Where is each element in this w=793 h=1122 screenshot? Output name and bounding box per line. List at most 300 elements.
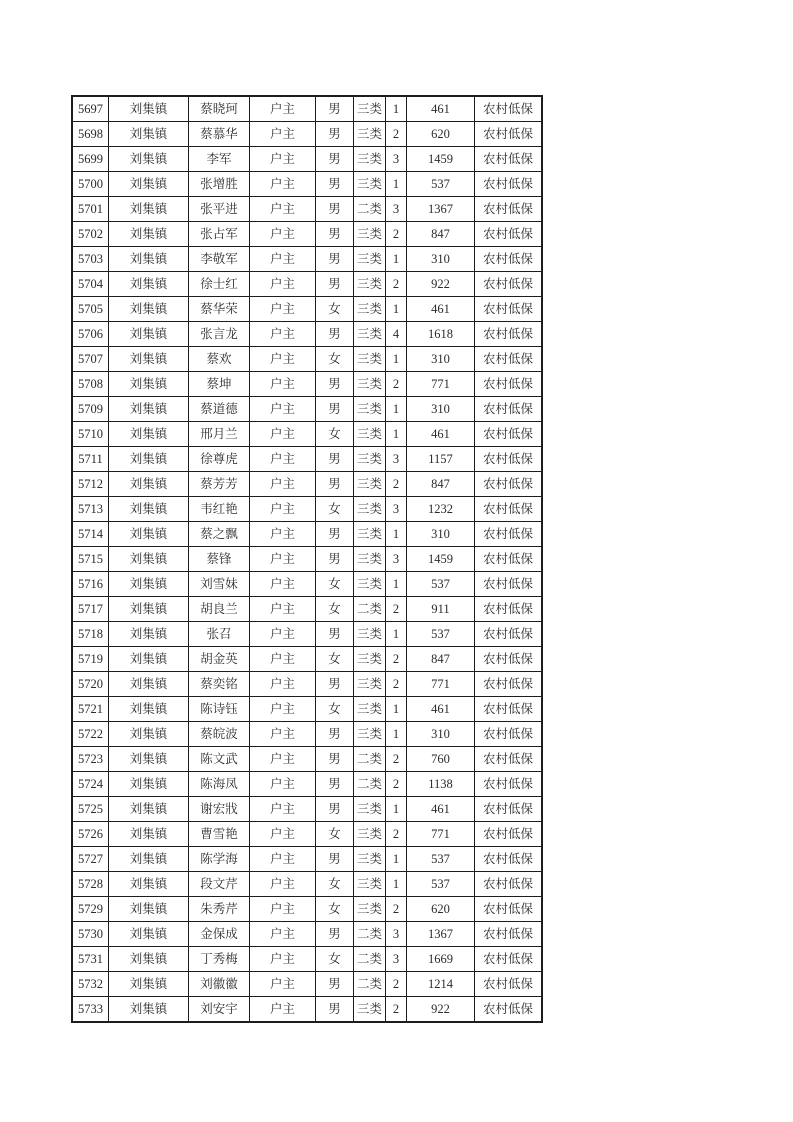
table-cell: 户主	[250, 497, 316, 522]
table-cell: 2	[386, 122, 407, 147]
table-cell: 男	[316, 797, 354, 822]
table-row	[72, 497, 542, 522]
table-cell: 1	[386, 697, 407, 722]
table-row	[72, 422, 542, 447]
table-cell: 农村低保	[475, 647, 543, 672]
table-cell: 1367	[407, 197, 475, 222]
table-cell: 段文芹	[189, 872, 250, 897]
table-cell: 刘集镇	[109, 96, 189, 122]
table-cell: 刘集镇	[109, 347, 189, 372]
table-cell: 农村低保	[475, 947, 543, 972]
table-cell: 农村低保	[475, 747, 543, 772]
table-cell: 农村低保	[475, 147, 543, 172]
table-cell: 461	[407, 697, 475, 722]
table-cell: 1367	[407, 922, 475, 947]
table-cell: 户主	[250, 797, 316, 822]
table-row	[72, 997, 542, 1023]
table-cell: 男	[316, 322, 354, 347]
table-cell: 男	[316, 772, 354, 797]
table-cell: 1214	[407, 972, 475, 997]
table-cell: 三类	[354, 547, 386, 572]
table-cell: 三类	[354, 447, 386, 472]
table-cell: 农村低保	[475, 847, 543, 872]
table-cell: 户主	[250, 297, 316, 322]
table-cell: 5728	[72, 872, 109, 897]
table-cell: 男	[316, 197, 354, 222]
table-cell: 3	[386, 947, 407, 972]
table-cell: 刘集镇	[109, 272, 189, 297]
table-cell: 1	[386, 347, 407, 372]
table-cell: 女	[316, 597, 354, 622]
table-cell: 310	[407, 522, 475, 547]
table-row	[72, 947, 542, 972]
table-row	[72, 347, 542, 372]
table-cell: 户主	[250, 447, 316, 472]
table-cell: 5711	[72, 447, 109, 472]
table-cell: 男	[316, 247, 354, 272]
table-cell: 女	[316, 497, 354, 522]
table-cell: 5717	[72, 597, 109, 622]
table-cell: 男	[316, 172, 354, 197]
table-cell: 李军	[189, 147, 250, 172]
table-cell: 三类	[354, 272, 386, 297]
table-cell: 461	[407, 422, 475, 447]
table-cell: 5731	[72, 947, 109, 972]
table-cell: 461	[407, 96, 475, 122]
table-row	[72, 322, 542, 347]
table-cell: 刘集镇	[109, 647, 189, 672]
table-cell: 户主	[250, 472, 316, 497]
table-row	[72, 447, 542, 472]
table-cell: 771	[407, 672, 475, 697]
table-cell: 农村低保	[475, 872, 543, 897]
table-cell: 农村低保	[475, 197, 543, 222]
table-cell: 1157	[407, 447, 475, 472]
table-row	[72, 572, 542, 597]
table-cell: 张平进	[189, 197, 250, 222]
table-cell: 女	[316, 897, 354, 922]
table-cell: 刘集镇	[109, 672, 189, 697]
table-cell: 5706	[72, 322, 109, 347]
table-cell: 3	[386, 447, 407, 472]
table-cell: 女	[316, 647, 354, 672]
table-cell: 男	[316, 847, 354, 872]
table-cell: 5698	[72, 122, 109, 147]
table-cell: 农村低保	[475, 222, 543, 247]
benefits-table-body	[72, 96, 542, 1022]
table-cell: 1618	[407, 322, 475, 347]
table-cell: 农村低保	[475, 522, 543, 547]
table-cell: 男	[316, 397, 354, 422]
table-cell: 1	[386, 872, 407, 897]
table-cell: 三类	[354, 672, 386, 697]
table-cell: 三类	[354, 322, 386, 347]
table-cell: 刘集镇	[109, 772, 189, 797]
table-cell: 三类	[354, 247, 386, 272]
table-cell: 3	[386, 922, 407, 947]
table-cell: 刘集镇	[109, 972, 189, 997]
table-cell: 3	[386, 197, 407, 222]
table-cell: 5733	[72, 997, 109, 1023]
table-cell: 三类	[354, 122, 386, 147]
table-cell: 陈诗钰	[189, 697, 250, 722]
table-cell: 5722	[72, 722, 109, 747]
benefits-table	[71, 95, 543, 1023]
table-cell: 刘集镇	[109, 572, 189, 597]
table-cell: 三类	[354, 897, 386, 922]
table-cell: 户主	[250, 747, 316, 772]
table-cell: 5701	[72, 197, 109, 222]
table-cell: 5727	[72, 847, 109, 872]
table-cell: 男	[316, 547, 354, 572]
table-cell: 男	[316, 672, 354, 697]
table-cell: 蔡坤	[189, 372, 250, 397]
table-cell: 农村低保	[475, 247, 543, 272]
table-cell: 1	[386, 96, 407, 122]
table-cell: 女	[316, 347, 354, 372]
table-cell: 胡金英	[189, 647, 250, 672]
table-row	[72, 597, 542, 622]
table-cell: 三类	[354, 422, 386, 447]
table-cell: 户主	[250, 972, 316, 997]
table-cell: 邢月兰	[189, 422, 250, 447]
table-cell: 徐尊虎	[189, 447, 250, 472]
table-cell: 刘集镇	[109, 472, 189, 497]
table-row	[72, 697, 542, 722]
table-cell: 2	[386, 597, 407, 622]
table-cell: 刘集镇	[109, 222, 189, 247]
table-cell: 三类	[354, 147, 386, 172]
table-row	[72, 247, 542, 272]
table-row	[72, 847, 542, 872]
table-cell: 1	[386, 422, 407, 447]
table-cell: 农村低保	[475, 997, 543, 1023]
table-cell: 刘集镇	[109, 697, 189, 722]
table-cell: 1459	[407, 547, 475, 572]
table-cell: 2	[386, 972, 407, 997]
table-cell: 男	[316, 522, 354, 547]
table-cell: 二类	[354, 597, 386, 622]
table-cell: 2	[386, 372, 407, 397]
table-cell: 农村低保	[475, 697, 543, 722]
table-row	[72, 672, 542, 697]
table-cell: 农村低保	[475, 96, 543, 122]
table-cell: 2	[386, 222, 407, 247]
table-cell: 三类	[354, 347, 386, 372]
table-row	[72, 397, 542, 422]
table-cell: 蔡奕铭	[189, 672, 250, 697]
table-cell: 丁秀梅	[189, 947, 250, 972]
table-cell: 男	[316, 922, 354, 947]
table-cell: 刘集镇	[109, 372, 189, 397]
table-cell: 徐士红	[189, 272, 250, 297]
table-cell: 三类	[354, 472, 386, 497]
table-cell: 5726	[72, 822, 109, 847]
table-cell: 2	[386, 997, 407, 1023]
table-cell: 3	[386, 547, 407, 572]
table-cell: 三类	[354, 297, 386, 322]
table-cell: 5721	[72, 697, 109, 722]
table-cell: 922	[407, 272, 475, 297]
table-cell: 蔡晓珂	[189, 96, 250, 122]
table-cell: 刘集镇	[109, 197, 189, 222]
table-cell: 5716	[72, 572, 109, 597]
table-row	[72, 897, 542, 922]
table-cell: 5729	[72, 897, 109, 922]
table-cell: 537	[407, 572, 475, 597]
table-cell: 蔡之飘	[189, 522, 250, 547]
table-cell: 陈海凤	[189, 772, 250, 797]
table-cell: 男	[316, 747, 354, 772]
table-row	[72, 372, 542, 397]
table-cell: 刘集镇	[109, 822, 189, 847]
table-cell: 农村低保	[475, 297, 543, 322]
table-cell: 蔡道德	[189, 397, 250, 422]
table-cell: 女	[316, 872, 354, 897]
table-cell: 户主	[250, 772, 316, 797]
table-row	[72, 522, 542, 547]
table-cell: 刘集镇	[109, 947, 189, 972]
table-row	[72, 772, 542, 797]
table-cell: 5702	[72, 222, 109, 247]
table-cell: 农村低保	[475, 597, 543, 622]
table-cell: 农村低保	[475, 797, 543, 822]
table-row	[72, 197, 542, 222]
table-cell: 刘集镇	[109, 897, 189, 922]
table-cell: 户主	[250, 572, 316, 597]
table-cell: 男	[316, 372, 354, 397]
table-cell: 刘集镇	[109, 747, 189, 772]
table-cell: 户主	[250, 322, 316, 347]
table-cell: 三类	[354, 172, 386, 197]
table-cell: 760	[407, 747, 475, 772]
table-cell: 537	[407, 872, 475, 897]
table-cell: 农村低保	[475, 422, 543, 447]
table-cell: 户主	[250, 547, 316, 572]
table-cell: 2	[386, 822, 407, 847]
table-cell: 户主	[250, 147, 316, 172]
table-cell: 户主	[250, 897, 316, 922]
table-cell: 2	[386, 772, 407, 797]
table-cell: 5712	[72, 472, 109, 497]
table-cell: 农村低保	[475, 572, 543, 597]
table-cell: 男	[316, 972, 354, 997]
table-cell: 户主	[250, 872, 316, 897]
table-cell: 5708	[72, 372, 109, 397]
table-cell: 农村低保	[475, 122, 543, 147]
table-cell: 2	[386, 472, 407, 497]
table-cell: 张增胜	[189, 172, 250, 197]
table-cell: 刘集镇	[109, 597, 189, 622]
table-cell: 5710	[72, 422, 109, 447]
table-cell: 农村低保	[475, 347, 543, 372]
table-cell: 刘集镇	[109, 547, 189, 572]
table-cell: 农村低保	[475, 547, 543, 572]
table-cell: 847	[407, 647, 475, 672]
table-cell: 二类	[354, 747, 386, 772]
table-cell: 1	[386, 622, 407, 647]
table-cell: 户主	[250, 222, 316, 247]
table-cell: 刘集镇	[109, 422, 189, 447]
table-row	[72, 96, 542, 122]
table-cell: 310	[407, 247, 475, 272]
table-row	[72, 747, 542, 772]
table-cell: 三类	[354, 872, 386, 897]
table-cell: 刘集镇	[109, 497, 189, 522]
table-cell: 1	[386, 297, 407, 322]
table-cell: 蔡芳芳	[189, 472, 250, 497]
table-cell: 户主	[250, 522, 316, 547]
table-cell: 1	[386, 397, 407, 422]
table-cell: 户主	[250, 397, 316, 422]
table-cell: 三类	[354, 997, 386, 1023]
table-cell: 陈文武	[189, 747, 250, 772]
table-cell: 二类	[354, 972, 386, 997]
table-cell: 二类	[354, 772, 386, 797]
table-cell: 张占军	[189, 222, 250, 247]
table-cell: 771	[407, 372, 475, 397]
table-cell: 310	[407, 397, 475, 422]
table-cell: 5714	[72, 522, 109, 547]
table-cell: 5720	[72, 672, 109, 697]
table-cell: 男	[316, 472, 354, 497]
table-cell: 农村低保	[475, 897, 543, 922]
table-cell: 陈学海	[189, 847, 250, 872]
table-cell: 蔡慕华	[189, 122, 250, 147]
table-cell: 5723	[72, 747, 109, 772]
table-cell: 户主	[250, 247, 316, 272]
table-cell: 男	[316, 447, 354, 472]
table-cell: 农村低保	[475, 372, 543, 397]
table-cell: 1	[386, 847, 407, 872]
table-cell: 847	[407, 222, 475, 247]
table-cell: 曹雪艳	[189, 822, 250, 847]
table-cell: 农村低保	[475, 972, 543, 997]
table-cell: 三类	[354, 722, 386, 747]
table-row	[72, 872, 542, 897]
table-cell: 三类	[354, 397, 386, 422]
table-cell: 男	[316, 622, 354, 647]
table-cell: 户主	[250, 96, 316, 122]
table-cell: 户主	[250, 997, 316, 1023]
table-cell: 谢宏戕	[189, 797, 250, 822]
table-cell: 男	[316, 222, 354, 247]
table-cell: 620	[407, 897, 475, 922]
table-cell: 户主	[250, 697, 316, 722]
table-cell: 2	[386, 647, 407, 672]
table-cell: 户主	[250, 597, 316, 622]
table-cell: 蔡欢	[189, 347, 250, 372]
table-row	[72, 922, 542, 947]
table-cell: 5697	[72, 96, 109, 122]
table-cell: 张召	[189, 622, 250, 647]
table-cell: 刘集镇	[109, 447, 189, 472]
table-cell: 农村低保	[475, 172, 543, 197]
table-row	[72, 172, 542, 197]
table-cell: 1	[386, 572, 407, 597]
table-cell: 1232	[407, 497, 475, 522]
table-cell: 5705	[72, 297, 109, 322]
table-cell: 5703	[72, 247, 109, 272]
table-cell: 461	[407, 297, 475, 322]
table-cell: 922	[407, 997, 475, 1023]
table-row	[72, 972, 542, 997]
table-cell: 5730	[72, 922, 109, 947]
table-cell: 5718	[72, 622, 109, 647]
table-cell: 户主	[250, 197, 316, 222]
table-cell: 5709	[72, 397, 109, 422]
table-row	[72, 222, 542, 247]
table-cell: 1	[386, 797, 407, 822]
table-row	[72, 547, 542, 572]
table-row	[72, 272, 542, 297]
table-cell: 5724	[72, 772, 109, 797]
table-cell: 李敬军	[189, 247, 250, 272]
table-cell: 5704	[72, 272, 109, 297]
table-cell: 三类	[354, 847, 386, 872]
table-cell: 农村低保	[475, 622, 543, 647]
table-row	[72, 472, 542, 497]
table-cell: 蔡华荣	[189, 297, 250, 322]
table-cell: 5707	[72, 347, 109, 372]
table-cell: 5713	[72, 497, 109, 522]
table-cell: 户主	[250, 922, 316, 947]
table-cell: 三类	[354, 372, 386, 397]
table-cell: 三类	[354, 96, 386, 122]
table-cell: 三类	[354, 522, 386, 547]
table-row	[72, 622, 542, 647]
table-cell: 女	[316, 572, 354, 597]
table-cell: 刘集镇	[109, 872, 189, 897]
table-cell: 5699	[72, 147, 109, 172]
table-cell: 刘集镇	[109, 397, 189, 422]
table-cell: 农村低保	[475, 447, 543, 472]
table-cell: 农村低保	[475, 772, 543, 797]
table-cell: 刘集镇	[109, 622, 189, 647]
table-cell: 金保成	[189, 922, 250, 947]
table-cell: 刘集镇	[109, 722, 189, 747]
table-cell: 户主	[250, 947, 316, 972]
table-cell: 户主	[250, 122, 316, 147]
table-cell: 户主	[250, 822, 316, 847]
table-cell: 771	[407, 822, 475, 847]
table-cell: 3	[386, 147, 407, 172]
table-cell: 农村低保	[475, 922, 543, 947]
table-cell: 户主	[250, 672, 316, 697]
table-row	[72, 797, 542, 822]
table-cell: 2	[386, 747, 407, 772]
table-cell: 户主	[250, 847, 316, 872]
table-cell: 911	[407, 597, 475, 622]
table-cell: 2	[386, 272, 407, 297]
table-cell: 620	[407, 122, 475, 147]
table-cell: 女	[316, 422, 354, 447]
table-cell: 农村低保	[475, 472, 543, 497]
table-cell: 刘集镇	[109, 997, 189, 1023]
table-cell: 男	[316, 122, 354, 147]
table-cell: 310	[407, 722, 475, 747]
table-cell: 男	[316, 272, 354, 297]
table-cell: 二类	[354, 922, 386, 947]
table-cell: 农村低保	[475, 497, 543, 522]
table-row	[72, 122, 542, 147]
table-cell: 韦红艳	[189, 497, 250, 522]
table-cell: 2	[386, 897, 407, 922]
table-cell: 刘安宇	[189, 997, 250, 1023]
table-cell: 847	[407, 472, 475, 497]
table-cell: 二类	[354, 947, 386, 972]
table-row	[72, 722, 542, 747]
